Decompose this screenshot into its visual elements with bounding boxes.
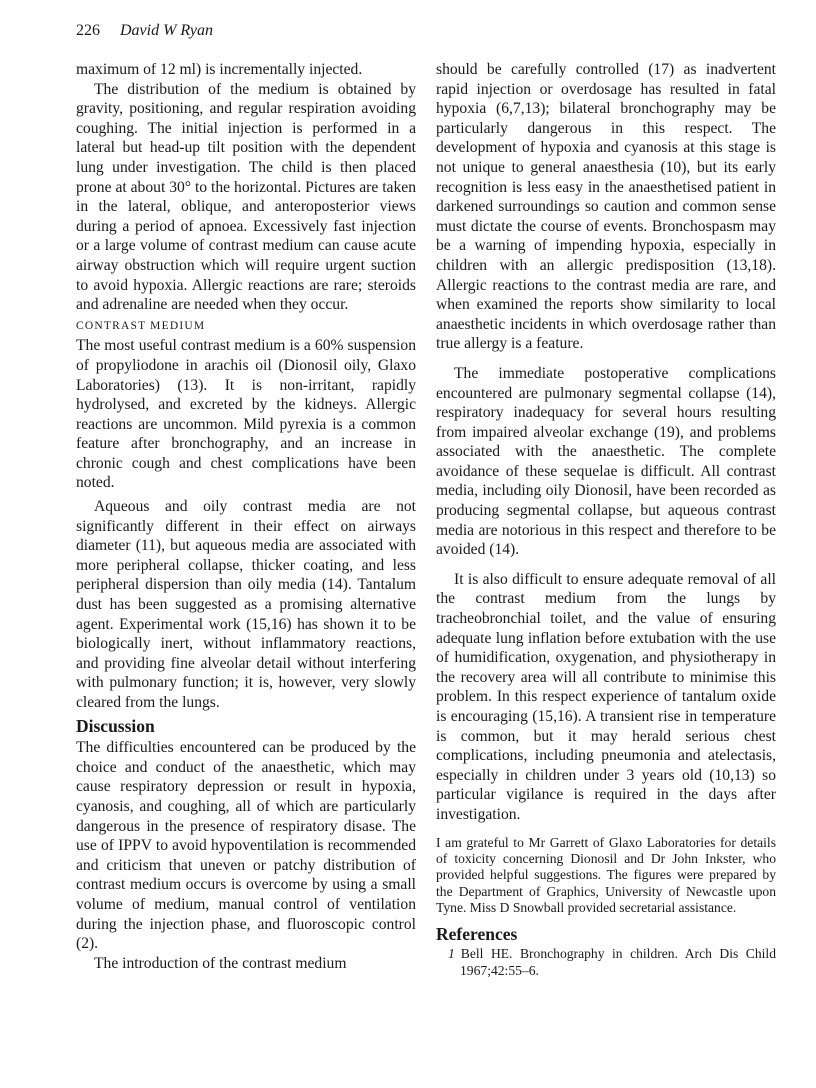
- page-header: [76, 22, 213, 40]
- acknowledgement: I am grateful to Mr Garrett of Glaxo Laboratories for details of toxicity concerning Dionosil and Dr John Inkster, who provided helpful suggestions. The figures were prepared by the Department of Graphics, University of Newcastle upon Tyne. Miss D Snowball provided secretarial assistance.: [436, 834, 776, 916]
- paragraph: The introduction of the contrast medium: [94, 954, 347, 972]
- references-heading: References: [436, 923, 518, 944]
- paragraph: maximum of 12 ml) is incrementally injected.: [76, 61, 363, 78]
- paragraph: The distribution of the medium is obtained by gravity, positioning, and regular respiration avoiding coughing. The initial injection is performed in a lateral but head-up tilt position with the dependent lung under investigation. The child is then placed prone at about 30° to the horizontal. Pictures are taken in the lateral, oblique, and anteroposterior views during a period of apnoea. Excessively fast injection or a large volume of contrast medium can cause acute airway obstruction which will require urgent suction to avoid hypoxia. Allergic reactions are rare; steroids and adrenaline are needed when they occur.: [76, 80, 416, 314]
- running-author: David W Ryan: [120, 22, 214, 39]
- section-heading-discussion: Discussion: [76, 715, 155, 736]
- paragraph: The most useful contrast medium is a 60% suspension of propyliodone in arachis oil (Dionosil oily, Glaxo Laboratories) (13). It is non-irritant, rapidly hydrolysed, and excreted by the kidneys. Allergic reactions are uncommon. Mild pyrexia is a common feature after bronchography, and an increase in chronic cough and chest complications have been noted.: [76, 337, 416, 492]
- paragraph: The difficulties encountered can be produced by the choice and conduct of the anaesthetic, which may cause respiratory depression or result in hypoxia, cyanosis, and coughing, all of which are particularly dangerous in the presence of respiratory disase. The use of IPPV to avoid hypoventilation is recommended and criticism that uneven or patchy distribution of contrast medium occurs is overcome by using a small volume of medium, manual control of ventilation during the injection phase, and fluoroscopic control (2).: [76, 739, 416, 953]
- reference-text: Bell HE. Bronchography in children. Arch Dis Child 1967;42:55–6.: [460, 946, 776, 978]
- paragraph: Aqueous and oily contrast media are not significantly different in their effect on airways diameter (11), but aqueous media are associated with more peripheral collapse, thicker coating, and less peripheral dispersion than oily media (14). Tantalum dust has been suggested as a promising alternative agent. Experimental work (15,16) has shown it to be biologically inert, without inflammatory reactions, and providing fine alveolar detail without interfering with pulmonary function; it is, however, very slowly cleared from the lungs.: [76, 498, 416, 711]
- page-number: 226: [76, 22, 100, 39]
- reference-item: [436, 946, 776, 979]
- paragraph: It is also difficult to ensure adequate removal of all the contrast medium from the lungs by tracheobronchial toilet, and the value of ensuring adequate lung inflation before extubation with the use of humidification, oxygenation, and physiotherapy in the recovery area will all contribute to minimise this problem. In this respect experience of tantalum oxide is encouraging (15,16). A transient rise in temperature is common, but it may herald serious chest complications, including pneumonia and atelectasis, especially in children under 3 years old (10,13) so particular vigilance is required in the days after investigation.: [436, 570, 776, 823]
- paragraph: should be carefully controlled (17) as inadvertent rapid injection or overdosage has resulted in fatal hypoxia (6,7,13); bilateral bronchography may be particularly dangerous in this respect. The development of hypoxia and cyanosis at this stage is not unique to general anaesthesia (10), but its early recognition is less easy in the anaesthetised patient in darkened surroundings so caution and common sense must dictate the course of events. Bronchospasm may be a warning of impending hypoxia, especially in children with an allergic predisposition (13,18). Allergic reactions to the contrast media are rare, and when examined the reports show similarity to local anaesthetic incidents in which overdosage rather than true allergy is a feature.: [436, 61, 776, 353]
- paragraph: The immediate postoperative complications encountered are pulmonary segmental collapse (14), respiratory inadequacy for several hours resulting from impaired alveolar exchange (19), and problems associated with the anaesthetic. The complete avoidance of these sequelae is difficult. All contrast media, including oily Dionosil, have been recorded as producing segmental collapse, but aqueous contrast media are notorious in this respect and therefore to be avoided (14).: [436, 364, 776, 559]
- section-subheading: CONTRAST MEDIUM: [76, 319, 206, 332]
- right-column: [436, 60, 776, 979]
- left-column: [76, 60, 416, 973]
- reference-number: 1: [448, 946, 455, 962]
